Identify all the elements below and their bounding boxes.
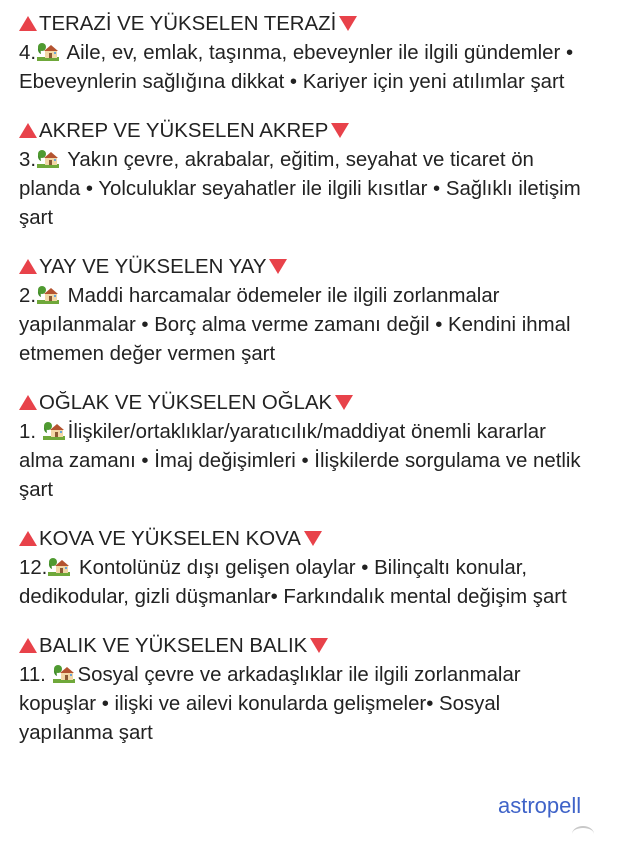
section-heading xyxy=(19,525,629,554)
section-title: AKREP VE YÜKSELEN AKREP xyxy=(39,120,329,142)
house-number: 1. xyxy=(19,421,42,443)
section-line xyxy=(19,661,629,690)
section-line xyxy=(19,554,629,583)
red-down-triangle-icon xyxy=(310,638,328,653)
house-with-garden-icon xyxy=(53,663,75,683)
sign-section-yay xyxy=(19,253,629,369)
section-line: dedikodular, gizli düşmanlar• Farkındalık mental değişim şart xyxy=(19,586,567,608)
sign-section-akrep xyxy=(19,117,629,233)
house-number: 3. xyxy=(19,149,37,171)
red-down-triangle-icon xyxy=(331,123,349,138)
section-line xyxy=(19,282,629,311)
sign-section-balik xyxy=(19,632,629,748)
sign-section-kova xyxy=(19,525,629,612)
section-line: etmemen değer vermen şart xyxy=(19,343,276,365)
section-line xyxy=(19,418,629,447)
house-number: 12. xyxy=(19,557,48,579)
section-line: alma zamanı • İmaj değişimleri • İlişkilerde sorgulama ve netlik xyxy=(19,450,581,472)
house-with-garden-icon xyxy=(37,41,59,61)
red-up-triangle-icon xyxy=(19,16,37,31)
red-down-triangle-icon xyxy=(269,259,287,274)
section-text: Aile, ev, emlak, taşınma, ebeveynler ile ilgili gündemler • xyxy=(62,42,574,64)
red-up-triangle-icon xyxy=(19,395,37,410)
red-up-triangle-icon xyxy=(19,123,37,138)
section-heading xyxy=(19,10,629,39)
author-signature: astropell xyxy=(498,793,582,818)
section-title: TERAZİ VE YÜKSELEN TERAZİ xyxy=(39,13,337,35)
section-text: İlişkiler/ortaklıklar/yaratıcılık/maddiyat önemli kararlar xyxy=(67,421,546,443)
section-heading xyxy=(19,117,629,146)
red-up-triangle-icon xyxy=(19,259,37,274)
house-number: 4. xyxy=(19,42,37,64)
house-with-garden-icon xyxy=(48,556,70,576)
section-line: yapılanmalar • Borç alma verme zamanı değil • Kendini ihmal xyxy=(19,314,571,336)
red-down-triangle-icon xyxy=(304,531,322,546)
horoscope-post xyxy=(19,10,629,768)
house-number: 2. xyxy=(19,285,37,307)
house-with-garden-icon xyxy=(43,420,65,440)
section-line: planda • Yolculuklar seyahatler ile ilgili kısıtlar • Sağlıklı iletişim xyxy=(19,178,581,200)
section-line: şart xyxy=(19,479,53,501)
section-heading xyxy=(19,389,629,418)
corner-arc-decoration xyxy=(572,826,594,842)
house-with-garden-icon xyxy=(37,284,59,304)
house-with-garden-icon xyxy=(37,148,59,168)
section-text: Yakın çevre, akrabalar, eğitim, seyahat ve ticaret ön xyxy=(62,149,534,171)
section-line: şart xyxy=(19,207,53,229)
red-down-triangle-icon xyxy=(335,395,353,410)
red-down-triangle-icon xyxy=(339,16,357,31)
section-line: Ebeveynlerin sağlığına dikkat • Kariyer için yeni atılımlar şart xyxy=(19,71,565,93)
section-line: kopuşlar • ilişki ve ailevi konularda gelişmeler• Sosyal xyxy=(19,693,501,715)
section-text: Kontolünüz dışı gelişen olaylar • Bilinçaltı konular, xyxy=(73,557,528,579)
section-line xyxy=(19,39,629,68)
section-title: YAY VE YÜKSELEN YAY xyxy=(39,256,267,278)
section-title: OĞLAK VE YÜKSELEN OĞLAK xyxy=(39,392,333,414)
section-title: BALIK VE YÜKSELEN BALIK xyxy=(39,635,308,657)
section-text: Maddi harcamalar ödemeler ile ilgili zorlanmalar xyxy=(62,285,500,307)
section-title: KOVA VE YÜKSELEN KOVA xyxy=(39,528,301,550)
section-text: Sosyal çevre ve arkadaşlıklar ile ilgili zorlanmalar xyxy=(77,664,521,686)
red-up-triangle-icon xyxy=(19,531,37,546)
section-line xyxy=(19,146,629,175)
section-heading xyxy=(19,253,629,282)
sign-section-oglak xyxy=(19,389,629,505)
red-up-triangle-icon xyxy=(19,638,37,653)
sign-section-terazi xyxy=(19,10,629,97)
section-heading xyxy=(19,632,629,661)
section-line: yapılanma şart xyxy=(19,722,153,744)
house-number: 11. xyxy=(19,664,52,686)
